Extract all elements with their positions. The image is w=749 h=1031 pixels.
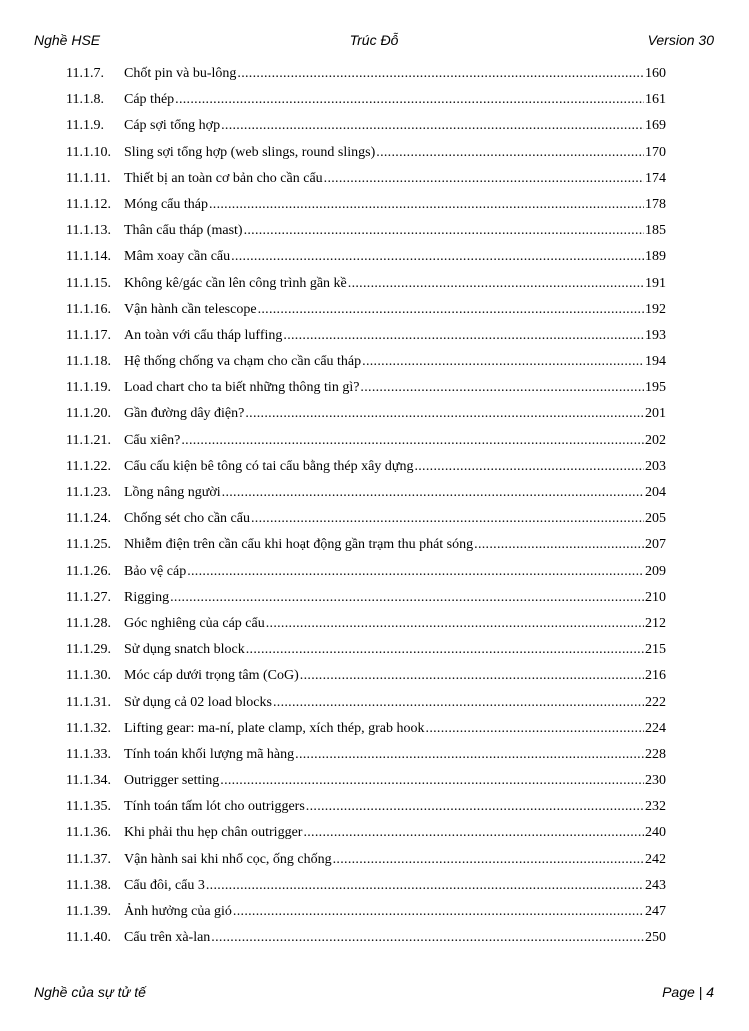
toc-entry-page: 174 — [645, 170, 666, 186]
toc-dot-leader — [245, 401, 644, 427]
toc-entry[interactable] — [66, 585, 666, 611]
toc-entry[interactable] — [66, 297, 666, 323]
toc-dot-leader — [295, 742, 644, 768]
toc-dot-leader — [376, 140, 644, 166]
toc-entry-title: Khi phải thu hẹp chân outrigger — [124, 825, 303, 841]
toc-dot-leader — [348, 271, 644, 297]
toc-entry-page: 243 — [645, 877, 666, 893]
toc-entry-title: Sử dụng snatch block — [124, 642, 245, 658]
toc-dot-leader — [324, 166, 644, 192]
toc-entry[interactable] — [66, 428, 666, 454]
toc-entry-title: Load chart cho ta biết những thông tin gì? — [124, 380, 360, 396]
toc-entry-number: 11.1.13. — [66, 223, 111, 239]
toc-entry-number: 11.1.36. — [66, 825, 111, 841]
toc-dot-leader — [303, 820, 644, 846]
toc-entry-page: 203 — [645, 458, 666, 474]
toc-entry[interactable] — [66, 873, 666, 899]
toc-entry[interactable] — [66, 611, 666, 637]
toc-entry[interactable] — [66, 87, 666, 113]
toc-entry[interactable] — [66, 847, 666, 873]
toc-entry[interactable] — [66, 794, 666, 820]
toc-entry-page: 160 — [645, 66, 666, 81]
toc-entry-number: 11.1.9. — [66, 118, 104, 134]
toc-dot-leader — [333, 847, 644, 873]
toc-entry-number: 11.1.34. — [66, 773, 111, 789]
page-header — [34, 32, 714, 52]
toc-entry-number: 11.1.7. — [66, 66, 104, 81]
toc-entry-title: Sử dụng cả 02 load blocks — [124, 694, 272, 710]
toc-entry-number: 11.1.37. — [66, 851, 111, 867]
toc-entry-page: 230 — [645, 773, 666, 789]
toc-entry-title: Bảo vệ cáp — [124, 563, 187, 579]
toc-dot-leader — [273, 690, 644, 716]
toc-entry-page: 250 — [645, 930, 666, 946]
toc-entry[interactable] — [66, 401, 666, 427]
toc-entry-title: Outrigger setting — [124, 773, 220, 789]
toc-entry[interactable] — [66, 349, 666, 375]
toc-entry-page: 216 — [645, 668, 666, 684]
toc-entry-title: Cáp thép — [124, 92, 175, 108]
toc-entry-title: Cẩu cấu kiện bê tông có tai cẩu bằng thép xây dựng — [124, 458, 414, 474]
toc-entry-number: 11.1.8. — [66, 92, 104, 108]
toc-entry-page: 178 — [645, 196, 666, 212]
toc-entry-number: 11.1.11. — [66, 170, 111, 186]
toc-entry[interactable] — [66, 768, 666, 794]
toc-entry-page: 215 — [645, 642, 666, 658]
toc-entry-title: Lồng nâng người — [124, 485, 221, 500]
toc-entry[interactable] — [66, 742, 666, 768]
toc-entry[interactable] — [66, 925, 666, 951]
toc-entry-page: 185 — [645, 223, 666, 239]
toc-entry[interactable] — [66, 663, 666, 689]
toc-entry-title: Móc cáp dưới trọng tâm (CoG) — [124, 668, 299, 684]
toc-entry-title: Mâm xoay cần cẩu — [124, 249, 231, 265]
toc-entry-title: Sling sợi tổng hợp (web slings, round slings) — [124, 144, 376, 160]
toc-dot-leader — [246, 637, 644, 663]
toc-entry[interactable] — [66, 559, 666, 585]
toc-entry-number: 11.1.17. — [66, 327, 111, 343]
toc-dot-leader — [266, 611, 644, 637]
toc-entry-number: 11.1.40. — [66, 930, 111, 946]
toc-entry-page: 207 — [645, 537, 666, 553]
toc-dot-leader — [221, 113, 644, 139]
toc-dot-leader — [360, 375, 644, 401]
header-right-text: Version 30 — [647, 32, 714, 48]
toc-entry[interactable] — [66, 899, 666, 925]
toc-entry[interactable] — [66, 820, 666, 846]
toc-entry[interactable] — [66, 375, 666, 401]
toc-entry[interactable] — [66, 140, 666, 166]
toc-dot-leader — [231, 244, 644, 270]
toc-entry-number: 11.1.15. — [66, 275, 111, 291]
toc-entry-number: 11.1.22. — [66, 458, 111, 474]
toc-entry[interactable] — [66, 192, 666, 218]
toc-entry-page: 232 — [645, 799, 666, 815]
footer-page-number: Page | 4 — [662, 984, 714, 1000]
toc-entry-number: 11.1.28. — [66, 615, 111, 631]
toc-entry-title: Cẩu trên xà-lan — [124, 930, 211, 946]
toc-entry-number: 11.1.21. — [66, 432, 111, 448]
toc-entry[interactable] — [66, 323, 666, 349]
toc-entry-page: 201 — [645, 406, 666, 422]
toc-entry-number: 11.1.39. — [66, 904, 111, 919]
header-center-text: Trúc Đỗ — [349, 32, 399, 48]
toc-dot-leader — [187, 559, 644, 585]
toc-entry-title: Lifting gear: ma-ní, plate clamp, xích thép, grab hook — [124, 720, 425, 736]
toc-entry-title: Vận hành sai khi nhổ cọc, ống chống — [124, 851, 332, 867]
toc-entry-title: Chống sét cho cần cẩu — [124, 511, 250, 527]
toc-dot-leader — [251, 506, 644, 532]
toc-entry-title: An toàn với cẩu tháp luffing — [124, 327, 283, 343]
toc-entry-number: 11.1.25. — [66, 537, 111, 553]
toc-dot-leader — [237, 61, 644, 87]
toc-entry-number: 11.1.10. — [66, 144, 111, 160]
toc-entry-title: Tính toán tấm lót cho outriggers — [124, 799, 305, 815]
toc-dot-leader — [211, 925, 644, 951]
toc-entry[interactable] — [66, 113, 666, 139]
toc-entry-page: 204 — [645, 485, 666, 500]
toc-entry[interactable] — [66, 271, 666, 297]
toc-entry[interactable] — [66, 532, 666, 558]
toc-entry-title: Thiết bị an toàn cơ bản cho cần cẩu — [124, 170, 323, 186]
toc-entry[interactable] — [66, 61, 666, 87]
toc-entry-number: 11.1.33. — [66, 746, 111, 762]
toc-dot-leader — [222, 480, 644, 506]
toc-dot-leader — [258, 297, 644, 323]
toc-entry-title: Góc nghiêng của cáp cẩu — [124, 615, 265, 631]
toc-entry-page: 161 — [645, 92, 666, 108]
toc-entry-page: 228 — [645, 746, 666, 762]
toc-entry-page: 169 — [645, 118, 666, 134]
toc-dot-leader — [300, 663, 644, 689]
toc-entry-number: 11.1.12. — [66, 196, 111, 212]
toc-entry-number: 11.1.31. — [66, 694, 111, 710]
toc-dot-leader — [426, 716, 644, 742]
toc-dot-leader — [306, 794, 644, 820]
toc-entry-number: 11.1.18. — [66, 354, 111, 370]
toc-entry-page: 222 — [645, 694, 666, 710]
toc-dot-leader — [175, 87, 644, 113]
toc-entry-title: Chốt pin và bu-lông — [124, 66, 237, 81]
toc-entry[interactable] — [66, 690, 666, 716]
toc-dot-leader — [220, 768, 644, 794]
toc-entry-title: Rigging — [124, 589, 170, 605]
toc-entry-page: 191 — [645, 275, 666, 291]
toc-entry[interactable] — [66, 166, 666, 192]
toc-entry[interactable] — [66, 244, 666, 270]
toc-entry-number: 11.1.27. — [66, 589, 111, 605]
toc-entry-title: Ảnh hưởng của gió — [124, 904, 232, 919]
toc-dot-leader — [233, 899, 644, 925]
toc-entry-page: 205 — [645, 511, 666, 527]
toc-entry[interactable] — [66, 454, 666, 480]
toc-entry-number: 11.1.24. — [66, 511, 111, 527]
toc-entry-page: 247 — [645, 904, 666, 919]
toc-entry-page: 242 — [645, 851, 666, 867]
toc-entry-page: 192 — [645, 301, 666, 317]
toc-entry[interactable] — [66, 637, 666, 663]
toc-entry-title: Không kê/gác cần lên công trình gần kề — [124, 275, 347, 291]
header-left-text: Nghề HSE — [34, 32, 101, 48]
toc-entry-title: Cẩu đôi, cẩu 3 — [124, 877, 205, 893]
toc-entry-page: 212 — [645, 615, 666, 631]
toc-entry-number: 11.1.29. — [66, 642, 111, 658]
toc-entry-page: 195 — [645, 380, 666, 396]
toc-entry-title: Cẩu xiên? — [124, 432, 181, 448]
toc-dot-leader — [474, 532, 644, 558]
toc-entry[interactable] — [66, 506, 666, 532]
toc-entry-title: Hệ thống chống va chạm cho cần cẩu tháp — [124, 354, 362, 370]
toc-dot-leader — [362, 349, 644, 375]
toc-dot-leader — [283, 323, 644, 349]
toc-entry-page: 193 — [645, 327, 666, 343]
toc-dot-leader — [244, 218, 644, 244]
toc-entry-page: 170 — [645, 144, 666, 160]
table-of-contents — [66, 61, 666, 951]
toc-entry-title: Móng cẩu tháp — [124, 196, 208, 212]
toc-entry-page: 240 — [645, 825, 666, 841]
toc-entry-title: Cáp sợi tổng hợp — [124, 118, 221, 134]
toc-entry-number: 11.1.32. — [66, 720, 111, 736]
toc-entry-number: 11.1.14. — [66, 249, 111, 265]
toc-entry-number: 11.1.20. — [66, 406, 111, 422]
toc-entry-number: 11.1.35. — [66, 799, 111, 815]
toc-entry-number: 11.1.30. — [66, 668, 111, 684]
toc-entry-page: 210 — [645, 589, 666, 605]
toc-dot-leader — [181, 428, 644, 454]
toc-entry-title: Nhiễm điện trên cần cẩu khi hoạt động gần trạm thu phát sóng — [124, 537, 474, 553]
toc-entry-page: 209 — [645, 563, 666, 579]
toc-dot-leader — [209, 192, 644, 218]
toc-dot-leader — [206, 873, 644, 899]
toc-entry-title: Vận hành cần telescope — [124, 301, 257, 317]
toc-entry-number: 11.1.23. — [66, 485, 111, 500]
toc-entry-title: Thân cẩu tháp (mast) — [124, 223, 243, 239]
toc-dot-leader — [170, 585, 644, 611]
toc-entry-number: 11.1.26. — [66, 563, 111, 579]
toc-entry-number: 11.1.19. — [66, 380, 111, 396]
toc-entry-title: Gần đường dây điện? — [124, 406, 245, 422]
toc-entry-page: 189 — [645, 249, 666, 265]
page-footer — [34, 984, 714, 1004]
toc-entry[interactable] — [66, 218, 666, 244]
toc-dot-leader — [414, 454, 644, 480]
toc-entry[interactable] — [66, 480, 666, 506]
toc-entry[interactable] — [66, 716, 666, 742]
toc-entry-title: Tính toán khối lượng mã hàng — [124, 746, 295, 762]
toc-entry-page: 202 — [645, 432, 666, 448]
toc-entry-number: 11.1.38. — [66, 877, 111, 893]
toc-entry-page: 194 — [645, 354, 666, 370]
footer-left-text: Nghề của sự tử tế — [34, 984, 146, 1000]
toc-entry-number: 11.1.16. — [66, 301, 111, 317]
toc-entry-page: 224 — [645, 720, 666, 736]
